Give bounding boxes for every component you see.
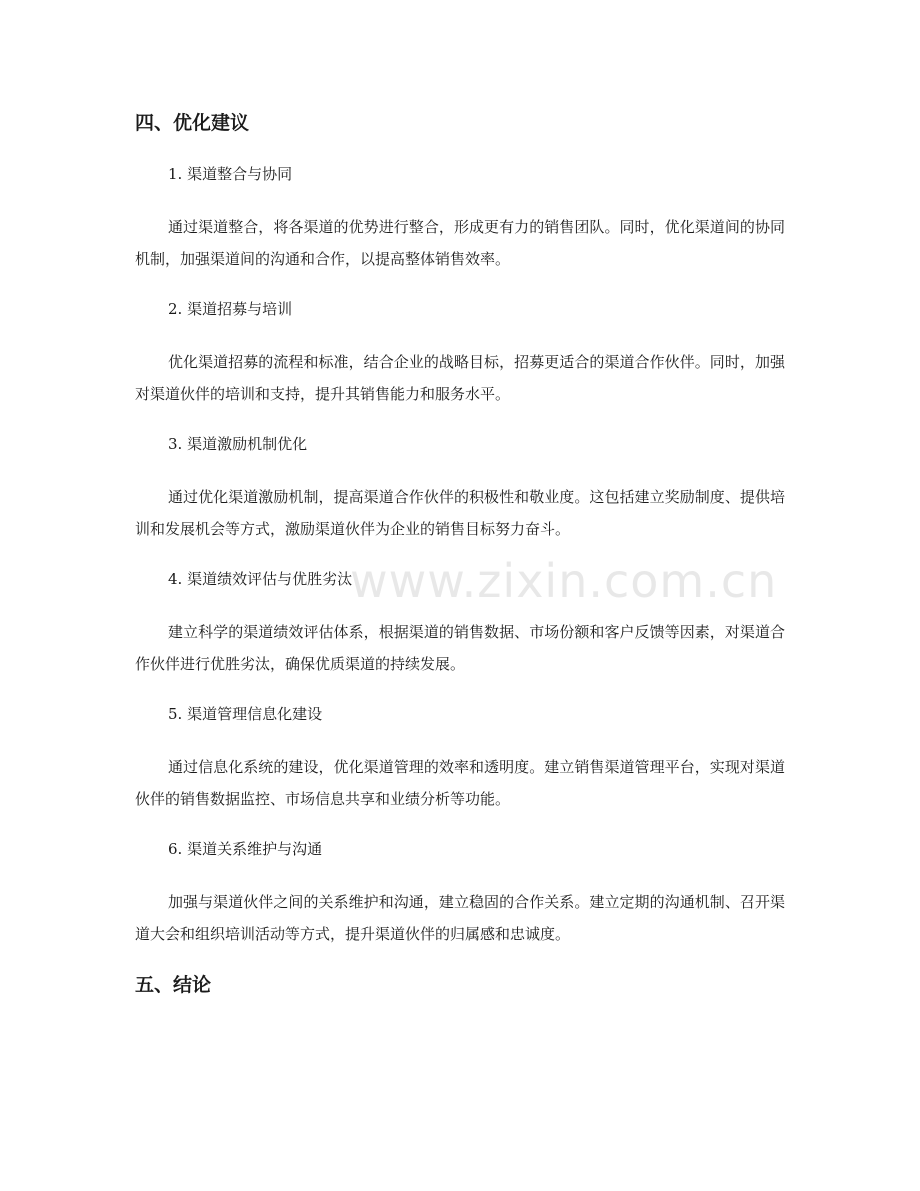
item-6-body: 加强与渠道伙伴之间的关系维护和沟通，建立稳固的合作关系。建立定期的沟通机制、召开渠道大会和组织培训活动等方式，提升渠道伙伴的归属感和忠诚度。	[135, 893, 785, 943]
item-4-heading: 4. 渠道绩效评估与优胜劣汰	[168, 570, 353, 588]
section-4-title: 四、优化建议	[135, 112, 250, 134]
item-6-heading: 6. 渠道关系维护与沟通	[168, 840, 323, 858]
item-1-heading: 1. 渠道整合与协同	[168, 165, 293, 183]
item-5-heading: 5. 渠道管理信息化建设	[168, 705, 323, 723]
item-5-body: 通过信息化系统的建设，优化渠道管理的效率和透明度。建立销售渠道管理平台，实现对渠道伙伴的销售数据监控、市场信息共享和业绩分析等功能。	[135, 758, 785, 808]
item-3-body: 通过优化渠道激励机制，提高渠道合作伙伴的积极性和敬业度。这包括建立奖励制度、提供培训和发展机会等方式，激励渠道伙伴为企业的销售目标努力奋斗。	[135, 488, 785, 538]
item-2-body: 优化渠道招募的流程和标准，结合企业的战略目标，招募更适合的渠道合作伙伴。同时，加强对渠道伙伴的培训和支持，提升其销售能力和服务水平。	[135, 353, 785, 403]
item-3-heading: 3. 渠道激励机制优化	[168, 435, 308, 453]
section-5-title: 五、结论	[135, 974, 212, 996]
item-1-body: 通过渠道整合，将各渠道的优势进行整合，形成更有力的销售团队。同时，优化渠道间的协同机制，加强渠道间的沟通和合作，以提高整体销售效率。	[135, 218, 785, 268]
item-2-heading: 2. 渠道招募与培训	[168, 300, 293, 318]
watermark: www.zixin.com.cn	[350, 554, 778, 608]
item-4-body: 建立科学的渠道绩效评估体系，根据渠道的销售数据、市场份额和客户反馈等因素，对渠道合作伙伴进行优胜劣汰，确保优质渠道的持续发展。	[135, 623, 785, 673]
